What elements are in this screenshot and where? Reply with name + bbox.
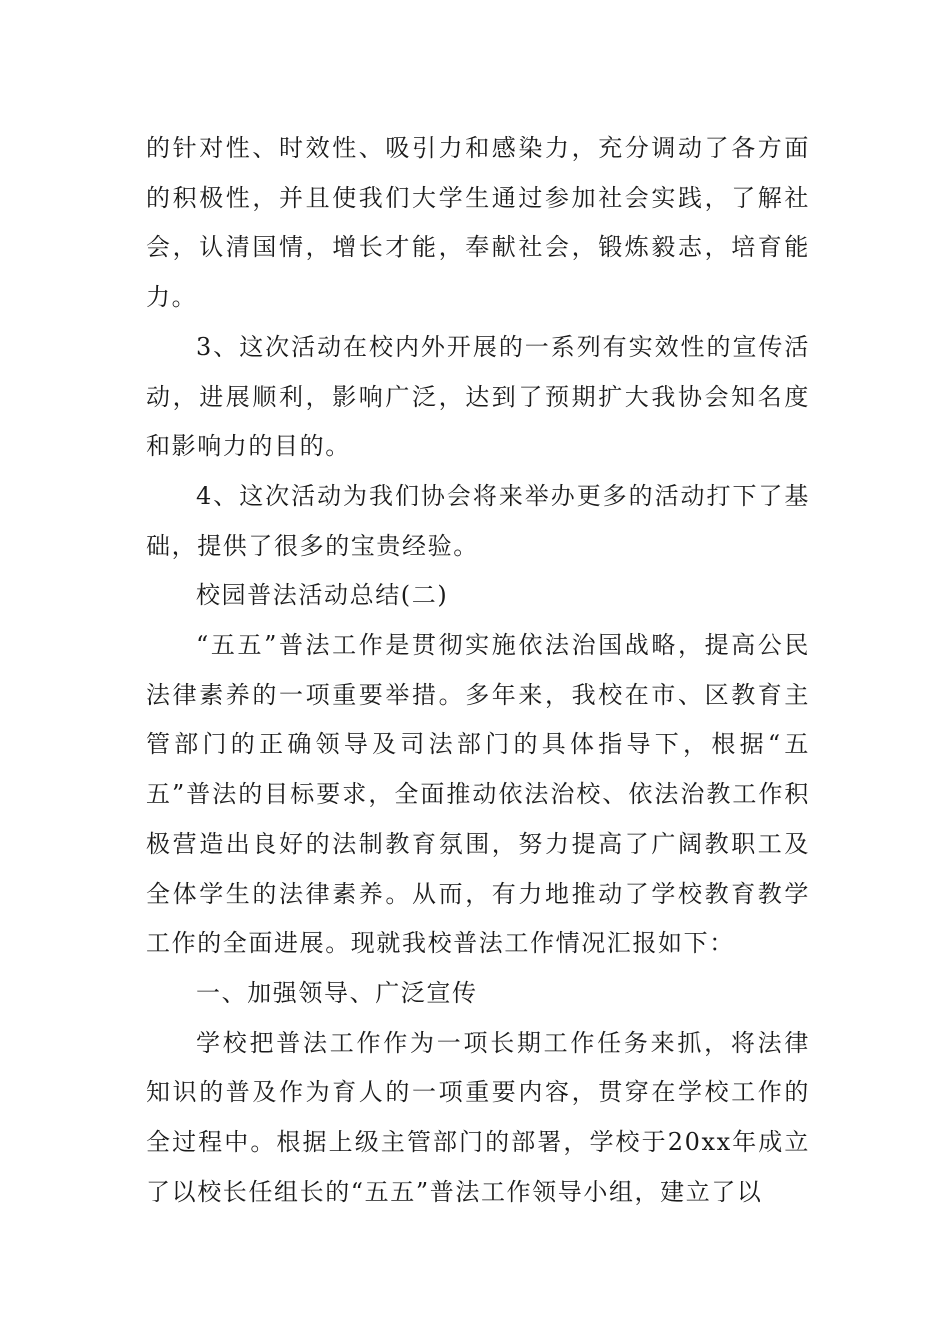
section-title: 校园普法活动总结(二) — [196, 581, 449, 610]
paragraph-section-1: 学校把普法工作作为一项长期工作任务来抓，将法律知识的普及作为育人的一项重要内容，贯穿在学校工作的全过程中。根据上级主管部门的部署，学校于20xx年成立了以校长任组长的“五五”普法工作领导小组，建立了以 — [146, 1028, 810, 1206]
paragraph-item-4: 4、这次活动为我们协会将来举办更多的活动打下了基础，提供了很多的宝贵经验。 — [146, 481, 810, 560]
paragraph-continuation: 的针对性、时效性、吸引力和感染力，充分调动了各方面的积极性，并且使我们大学生通过参加社会实践，了解社会，认清国情，增长才能，奉献社会，锻炼毅志，培育能力。 — [146, 134, 810, 312]
paragraph-intro: “五五”普法工作是贯彻实施依法治国战略，提高公民法律素养的一项重要举措。多年来，我校在市、区教育主管部门的正确领导及司法部门的具体指导下，根据“五五”普法的目标要求，全面推动依法治校、依法治教工作积极营造出良好的法制教育氛围，努力提高了广阔教职工及全体学生的法律素养。从而，有力地推动了学校教育教学工作的全面进展。现就我校普法工作情况汇报如下： — [146, 631, 810, 958]
document-body — [146, 124, 810, 1217]
paragraph-item-3: 3、这次活动在校内外开展的一系列有实效性的宣传活动，进展顺利，影响广泛，达到了预期扩大我协会知名度和影响力的目的。 — [146, 332, 810, 461]
section-heading-1: 一、加强领导、广泛宣传 — [196, 978, 478, 1007]
